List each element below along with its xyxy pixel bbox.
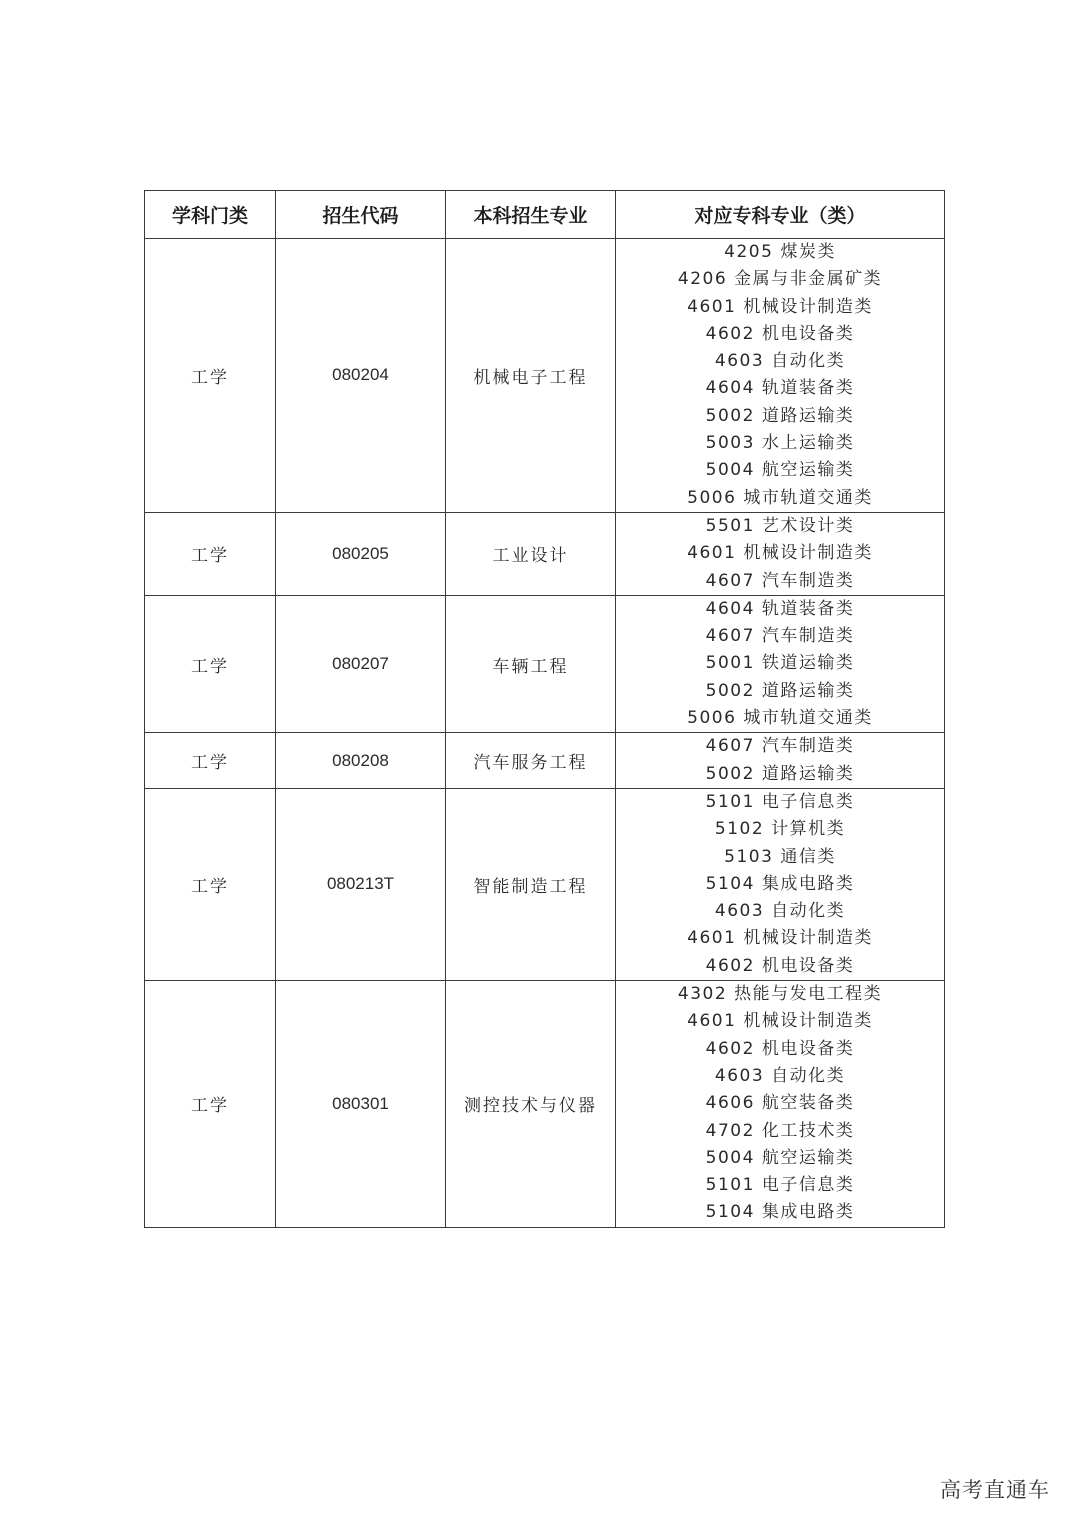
specialty-item: 4602 机电设备类 — [705, 1038, 855, 1059]
code-cell: 080207 — [276, 595, 446, 732]
category-cell: 工学 — [145, 981, 276, 1228]
category-cell: 工学 — [145, 239, 276, 513]
table-row — [145, 595, 945, 732]
major-cell: 工业设计 — [446, 512, 616, 595]
specialty-item: 4607 汽车制造类 — [705, 736, 855, 757]
specialty-item: 4601 机械设计制造类 — [687, 543, 873, 564]
specialty-item: 4604 轨道装备类 — [705, 598, 855, 619]
specialty-item: 5004 航空运输类 — [705, 460, 855, 481]
code-cell: 080205 — [276, 512, 446, 595]
code-cell: 080301 — [276, 981, 446, 1228]
specialty-item: 4604 轨道装备类 — [705, 378, 855, 399]
specialty-item: 5101 电子信息类 — [705, 791, 855, 812]
specialty-item: 4603 自动化类 — [714, 1065, 846, 1086]
table-row — [145, 788, 945, 980]
specialty-item: 5104 集成电路类 — [705, 873, 855, 894]
table-body — [145, 239, 945, 1228]
category-cell: 工学 — [145, 788, 276, 980]
table-row — [145, 512, 945, 595]
specialties-cell — [616, 981, 945, 1228]
category-cell: 工学 — [145, 512, 276, 595]
specialty-item: 4206 金属与非金属矿类 — [677, 269, 883, 290]
code-cell: 080208 — [276, 733, 446, 789]
specialty-item: 4601 机械设计制造类 — [687, 1011, 873, 1032]
specialty-item: 4602 机电设备类 — [705, 323, 855, 344]
specialty-item: 4302 热能与发电工程类 — [677, 984, 883, 1005]
major-cell: 车辆工程 — [446, 595, 616, 732]
table-header-row — [145, 191, 945, 239]
specialty-item: 4601 机械设计制造类 — [687, 928, 873, 949]
watermark: 高考直通车 — [940, 1478, 1050, 1502]
specialty-item: 5004 航空运输类 — [705, 1147, 855, 1168]
category-cell: 工学 — [145, 733, 276, 789]
specialty-item: 5501 艺术设计类 — [705, 515, 855, 536]
specialty-item: 5001 铁道运输类 — [705, 653, 855, 674]
specialty-item: 4601 机械设计制造类 — [687, 296, 873, 317]
specialty-item: 5006 城市轨道交通类 — [687, 487, 873, 508]
specialties-cell — [616, 788, 945, 980]
header-category: 学科门类 — [145, 191, 276, 239]
specialty-item: 4607 汽车制造类 — [705, 570, 855, 591]
specialty-item: 4603 自动化类 — [714, 901, 846, 922]
code-cell: 080213T — [276, 788, 446, 980]
specialty-item: 4603 自动化类 — [714, 351, 846, 372]
specialties-cell — [616, 512, 945, 595]
specialty-item: 5002 道路运输类 — [705, 763, 855, 784]
header-major: 本科招生专业 — [446, 191, 616, 239]
category-cell: 工学 — [145, 595, 276, 732]
major-cell: 机械电子工程 — [446, 239, 616, 513]
specialty-item: 4606 航空装备类 — [705, 1093, 855, 1114]
specialty-item: 4602 机电设备类 — [705, 955, 855, 976]
header-specialties: 对应专科专业（类） — [616, 191, 945, 239]
specialties-cell — [616, 239, 945, 513]
major-correspondence-table — [144, 190, 945, 1228]
specialty-item: 5101 电子信息类 — [705, 1175, 855, 1196]
major-cell: 测控技术与仪器 — [446, 981, 616, 1228]
major-cell: 汽车服务工程 — [446, 733, 616, 789]
specialties-cell — [616, 733, 945, 789]
specialty-item: 4205 煤炭类 — [724, 242, 836, 262]
specialty-item: 4702 化工技术类 — [705, 1120, 855, 1141]
specialty-item: 5102 计算机类 — [714, 819, 846, 840]
specialty-item: 5104 集成电路类 — [705, 1202, 855, 1223]
table-row — [145, 981, 945, 1228]
specialty-item: 4607 汽车制造类 — [705, 626, 855, 647]
specialty-item: 5006 城市轨道交通类 — [687, 708, 873, 729]
specialties-cell — [616, 595, 945, 732]
header-code: 招生代码 — [276, 191, 446, 239]
table-row — [145, 733, 945, 789]
specialty-item: 5002 道路运输类 — [705, 405, 855, 426]
table-row — [145, 239, 945, 513]
specialty-item: 5002 道路运输类 — [705, 680, 855, 701]
specialty-item: 5003 水上运输类 — [705, 433, 855, 454]
specialty-item: 5103 通信类 — [724, 846, 836, 867]
code-cell: 080204 — [276, 239, 446, 513]
major-cell: 智能制造工程 — [446, 788, 616, 980]
